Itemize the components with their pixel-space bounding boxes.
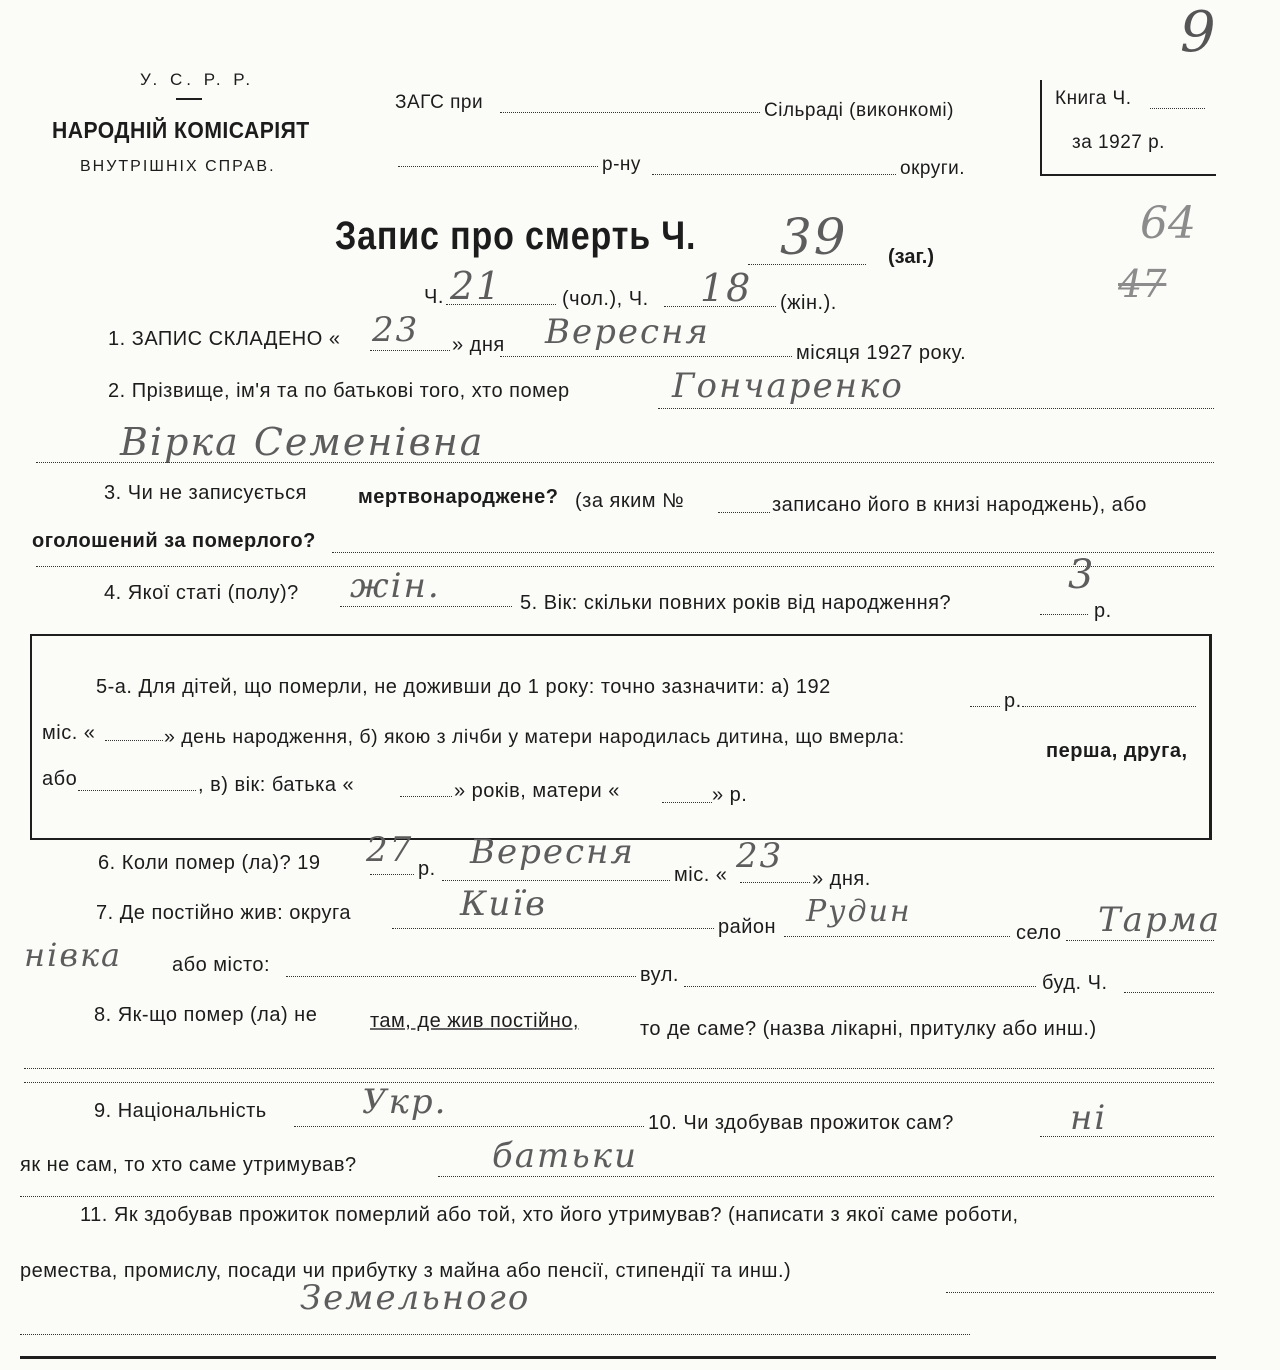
- male-count-line: [446, 304, 556, 305]
- q3-text-b: (за яким №: [575, 490, 685, 512]
- q8-underlined: там, де жив постійно,: [370, 1010, 579, 1032]
- q5-age-unit: р.: [1094, 600, 1112, 622]
- q9-label: 9. Національність: [94, 1100, 267, 1122]
- book-box-bottom-border: [1040, 174, 1216, 176]
- q11-line2: ремества, промислу, посади чи прибутку з майна або пенсії, стипендії та инш.): [20, 1260, 792, 1282]
- q7-bud-line[interactable]: [1124, 992, 1214, 993]
- q1-label: 1. ЗАПИС СКЛАДЕНО «: [108, 328, 341, 350]
- q7-okruga-line: [392, 928, 714, 929]
- q7-misto-line[interactable]: [286, 976, 636, 977]
- q5a-other-field[interactable]: [78, 790, 196, 791]
- q1-day-line: [370, 350, 450, 351]
- bottom-rule: [20, 1356, 1216, 1359]
- q5a-day-field[interactable]: [105, 740, 163, 741]
- q3-number-field[interactable]: [718, 512, 770, 513]
- ministry-title: НАРОДНІЙ КОМІСАРІЯТ: [52, 117, 310, 143]
- record-number-line: [748, 264, 866, 265]
- q5a-line2-bold: [1046, 740, 1188, 763]
- q11-line1: 11. Як здобував прожиток померлий або той, хто його утримував? (написати з якої саме роботи,: [80, 1204, 1019, 1226]
- q7-label: 7. Де постійно жив: округа: [96, 902, 351, 924]
- q3-stillborn: мертвонароджене?: [358, 486, 559, 508]
- okrug-field[interactable]: [652, 174, 896, 175]
- q2-label: 2. Прізвище, ім'я та по батькові того, хто помер: [108, 380, 570, 402]
- q3-text-c: записано його в книзі народжень), або: [772, 494, 1147, 516]
- book-number-field[interactable]: [1150, 108, 1205, 109]
- ministry-subtitle: ВНУТРІШНІХ СПРАВ.: [80, 158, 276, 175]
- q3-declared-dead: оголошений за померлого?: [32, 530, 316, 552]
- supported-value[interactable]: батьки: [492, 1136, 638, 1176]
- female-count-line: [664, 306, 776, 307]
- q9-line: [294, 1126, 644, 1127]
- q8-text-b: то де саме? (назва лікарні, притулку або инш.): [640, 1018, 1097, 1040]
- zags-field[interactable]: [500, 112, 760, 113]
- rayon-suffix: р-ну: [602, 154, 641, 175]
- q6-label: 6. Коли помер (ла)? 19: [98, 852, 321, 874]
- q5-age[interactable]: 3: [1068, 552, 1096, 598]
- q7-selo-label: село: [1016, 922, 1062, 944]
- q5-age-line: [1040, 614, 1088, 615]
- q1-end: місяця 1927 року.: [796, 342, 967, 364]
- female-label: (жін.).: [780, 292, 837, 314]
- q4-value[interactable]: жін.: [350, 566, 441, 606]
- q6-day-end: » дня.: [812, 868, 871, 890]
- q5a-line3-d: » р.: [712, 784, 748, 806]
- q3-text-a: 3. Чи не записується: [104, 482, 307, 504]
- book-year: за 1927 р.: [1072, 132, 1165, 153]
- q5a-line3-c: » років, матери «: [454, 780, 620, 802]
- q5a-year-field[interactable]: [970, 706, 1000, 707]
- q7-selo-cont[interactable]: нівка: [24, 936, 123, 974]
- q1-mid: » дня: [452, 334, 505, 356]
- q11-value[interactable]: Земельного: [300, 1278, 531, 1318]
- female-count[interactable]: 18: [700, 266, 753, 310]
- q9-value[interactable]: Укр.: [362, 1082, 448, 1122]
- q8-text-a: 8. Як-що помер (ла) не: [94, 1004, 318, 1026]
- book-label: Книга Ч.: [1055, 88, 1132, 109]
- record-number[interactable]: 39: [780, 208, 848, 266]
- record-suffix: (заг.): [888, 246, 935, 268]
- q6-mis: міс. «: [674, 864, 728, 886]
- q5a-line2-a: міс. «: [42, 722, 96, 744]
- zags-suffix: Сільраді (виконкомі): [764, 100, 954, 121]
- q6-day[interactable]: 23: [736, 836, 784, 876]
- q7-okruga[interactable]: Київ: [460, 884, 547, 924]
- q5a-line3-b: , в) вік: батька «: [198, 774, 355, 796]
- q11-answer-field[interactable]: [946, 1292, 1214, 1293]
- q5a-line1: 5-а. Для дітей, що померли, не доживши до 1 року: точно зазначити: а) 192: [96, 676, 831, 698]
- q7-vul-line[interactable]: [684, 986, 1036, 987]
- q5a-line2-b: » день народження, б) якою з лічби у матери народилась дитина, що вмерла:: [164, 726, 905, 748]
- q5a-line1-end: р.: [1004, 690, 1022, 712]
- q1-month[interactable]: Вересня: [545, 312, 710, 352]
- q2-given-names[interactable]: Вірка Семенівна: [120, 420, 485, 464]
- q7-misto-label: або місто:: [172, 954, 271, 976]
- book-box-left-border: [1040, 80, 1042, 176]
- state-label: У. С. Р. Р.: [140, 70, 255, 89]
- male-label: (чол.), Ч.: [562, 288, 649, 310]
- q7-bud-label: буд. Ч.: [1042, 972, 1108, 994]
- count-ch-label: Ч.: [424, 286, 444, 308]
- q3-bold-b: [32, 530, 316, 553]
- q6-day-line: [740, 882, 810, 883]
- q4-label: 4. Якої статі (полу)?: [104, 582, 299, 604]
- q1-day[interactable]: 23: [372, 310, 420, 350]
- q10-value[interactable]: ні: [1070, 1098, 1108, 1138]
- q7-selo-line: [1066, 940, 1214, 941]
- q5a-first-second: перша, друга,: [1046, 740, 1188, 762]
- q8-line-1[interactable]: [24, 1068, 1214, 1069]
- q5a-month-field[interactable]: [1022, 706, 1196, 707]
- supported-extra-line: [20, 1196, 1214, 1197]
- q2-surname[interactable]: Гончаренко: [672, 366, 904, 406]
- header-divider: [176, 98, 202, 100]
- q7-vul-label: вул.: [640, 964, 679, 986]
- q6-month[interactable]: Вересня: [470, 832, 635, 872]
- q2-names-line: [36, 462, 1214, 463]
- q7-rayon[interactable]: Рудин: [806, 894, 912, 929]
- male-count[interactable]: 21: [450, 264, 503, 308]
- q6-r: р.: [418, 858, 436, 880]
- supported-label: як не сам, то хто саме утримував?: [20, 1154, 357, 1176]
- rayon-field[interactable]: [398, 166, 598, 167]
- record-title: Запис про смерть Ч.: [335, 214, 697, 258]
- q7-selo[interactable]: Тарма: [1098, 900, 1222, 940]
- q6-year-line: [370, 874, 414, 875]
- q5a-mother-age-field[interactable]: [662, 802, 712, 803]
- q8-line-2: [24, 1082, 1214, 1083]
- q6-year[interactable]: 27: [366, 830, 414, 870]
- okrug-suffix: округи.: [900, 158, 966, 179]
- q5a-line3-a: або: [42, 768, 78, 790]
- q1-month-line: [500, 356, 792, 357]
- margin-number-top: 64: [1140, 198, 1196, 249]
- q7-rayon-line: [784, 936, 1010, 937]
- supported-line: [438, 1176, 1214, 1177]
- q10-label: 10. Чи здобував прожиток сам?: [648, 1112, 954, 1134]
- q7-rayon-label: район: [718, 916, 777, 938]
- q5a-father-age-field[interactable]: [400, 796, 452, 797]
- q3-extra-line: [36, 566, 1214, 567]
- corner-mark: 9: [1180, 0, 1216, 65]
- q6-month-line: [442, 880, 670, 881]
- q5-label: 5. Вік: скільки повних років від народження?: [520, 592, 952, 614]
- q11-line-2: [20, 1334, 970, 1335]
- margin-number-bottom: 47: [1118, 262, 1167, 306]
- q4-line: [340, 606, 512, 607]
- q3-bold-a: [358, 486, 558, 509]
- q10-line: [1040, 1136, 1214, 1137]
- zags-prefix: ЗАГС при: [395, 92, 484, 113]
- q2-surname-line: [658, 408, 1214, 409]
